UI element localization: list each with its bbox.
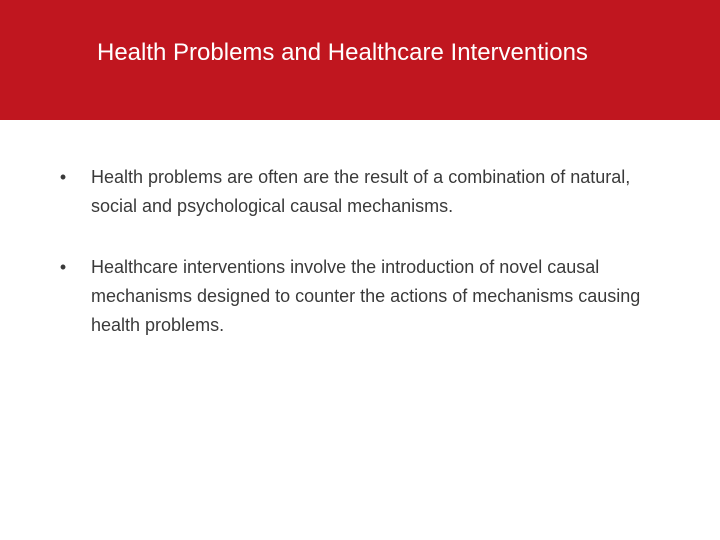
bullet-item bbox=[56, 253, 668, 340]
slide-title: Health Problems and Healthcare Interventions bbox=[97, 39, 588, 66]
bullet-list bbox=[56, 163, 668, 372]
bullet-marker: • bbox=[59, 257, 67, 277]
bullet-item bbox=[56, 163, 668, 221]
bullet-text: Health problems are often are the result of a combination of natural, social and psychological causal mechanisms. bbox=[91, 167, 631, 216]
title-banner bbox=[0, 0, 720, 120]
bullet-text: Healthcare interventions involve the introduction of novel causal mechanisms designed to counter the actions of mechanisms causing health problems. bbox=[91, 257, 641, 335]
bullet-marker: • bbox=[59, 167, 67, 187]
